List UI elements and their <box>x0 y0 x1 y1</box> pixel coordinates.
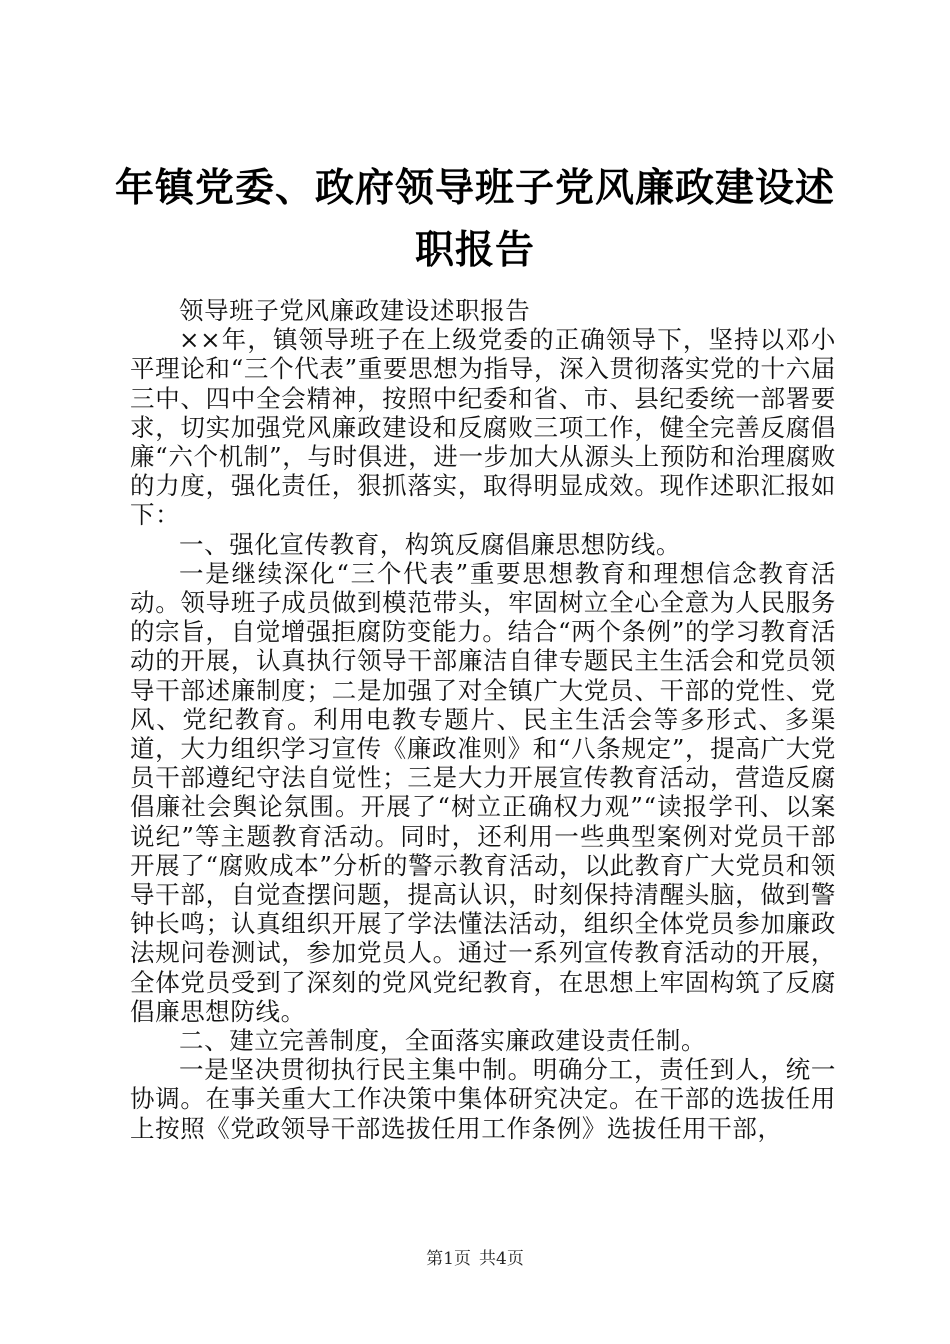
intro-paragraph: ××年，镇领导班子在上级党委的正确领导下，坚持以邓小平理论和“三个代表”重要思想为指导，深入贯彻落实党的十六届三中、四中全会精神，按照中纪委和省、市、县纪委统一部署要求，切实加强党风廉政建设和反腐败三项工作，健全完善反腐倡廉“六个机制”，与时俱进，进一步加大从源头上预防和治理腐败的力度，强化责任，狠抓落实，取得明显成效。现作述职汇报如下： <box>130 325 836 530</box>
section-heading-2: 二、建立完善制度，全面落实廉政建设责任制。 <box>179 1026 707 1056</box>
page-number: 第1页 <box>426 1249 471 1269</box>
section-heading-1: 一、强化宣传教育，构筑反腐倡廉思想防线。 <box>179 529 681 559</box>
document-body <box>130 296 836 1143</box>
body-paragraph: 一是坚决贯彻执行民主集中制。明确分工，责任到人，统一协调。在事关重大工作决策中集体研究决定。在干部的选拔任用上按照《党政领导干部选拔任用工作条例》选拔任用干部， <box>130 1055 836 1143</box>
page-footer <box>0 1248 950 1270</box>
page-total: 共4页 <box>479 1249 524 1269</box>
document-title: 年镇党委、政府领导班子党风廉政建设述职报告 <box>114 166 835 273</box>
body-paragraph: 一是继续深化“三个代表”重要思想教育和理想信念教育活动。领导班子成员做到模范带头，牢固树立全心全意为人民服务的宗旨，自觉增强拒腐防变能力。结合“两个条例”的学习教育活动的开展，认真执行领导干部廉洁自律专题民主生活会和党员领导干部述廉制度；二是加强了对全镇广大党员、干部的党性、党风、党纪教育。利用电教专题片、民主生活会等多形式、多渠道，大力组织学习宣传《廉政准则》和“八条规定”，提高广大党员干部遵纪守法自觉性；三是大力开展宣传教育活动，营造反腐倡廉社会舆论氛围。开展了“树立正确权力观”“读报学刊、以案说纪”等主题教育活动。同时，还利用一些典型案例对党员干部开展了“腐败成本”分析的警示教育活动，以此教育广大党员和领导干部，自觉查摆问题，提高认识，时刻保持清醒头脑，做到警钟长鸣；认真组织开展了学法懂法活动，组织全体党员参加廉政法规问卷测试，参加党员人。通过一系列宣传教育活动的开展，全体党员受到了深刻的党风党纪教育，在思想上牢固构筑了反腐倡廉思想防线。 <box>130 558 836 1026</box>
subtitle-paragraph: 领导班子党风廉政建设述职报告 <box>179 296 531 325</box>
